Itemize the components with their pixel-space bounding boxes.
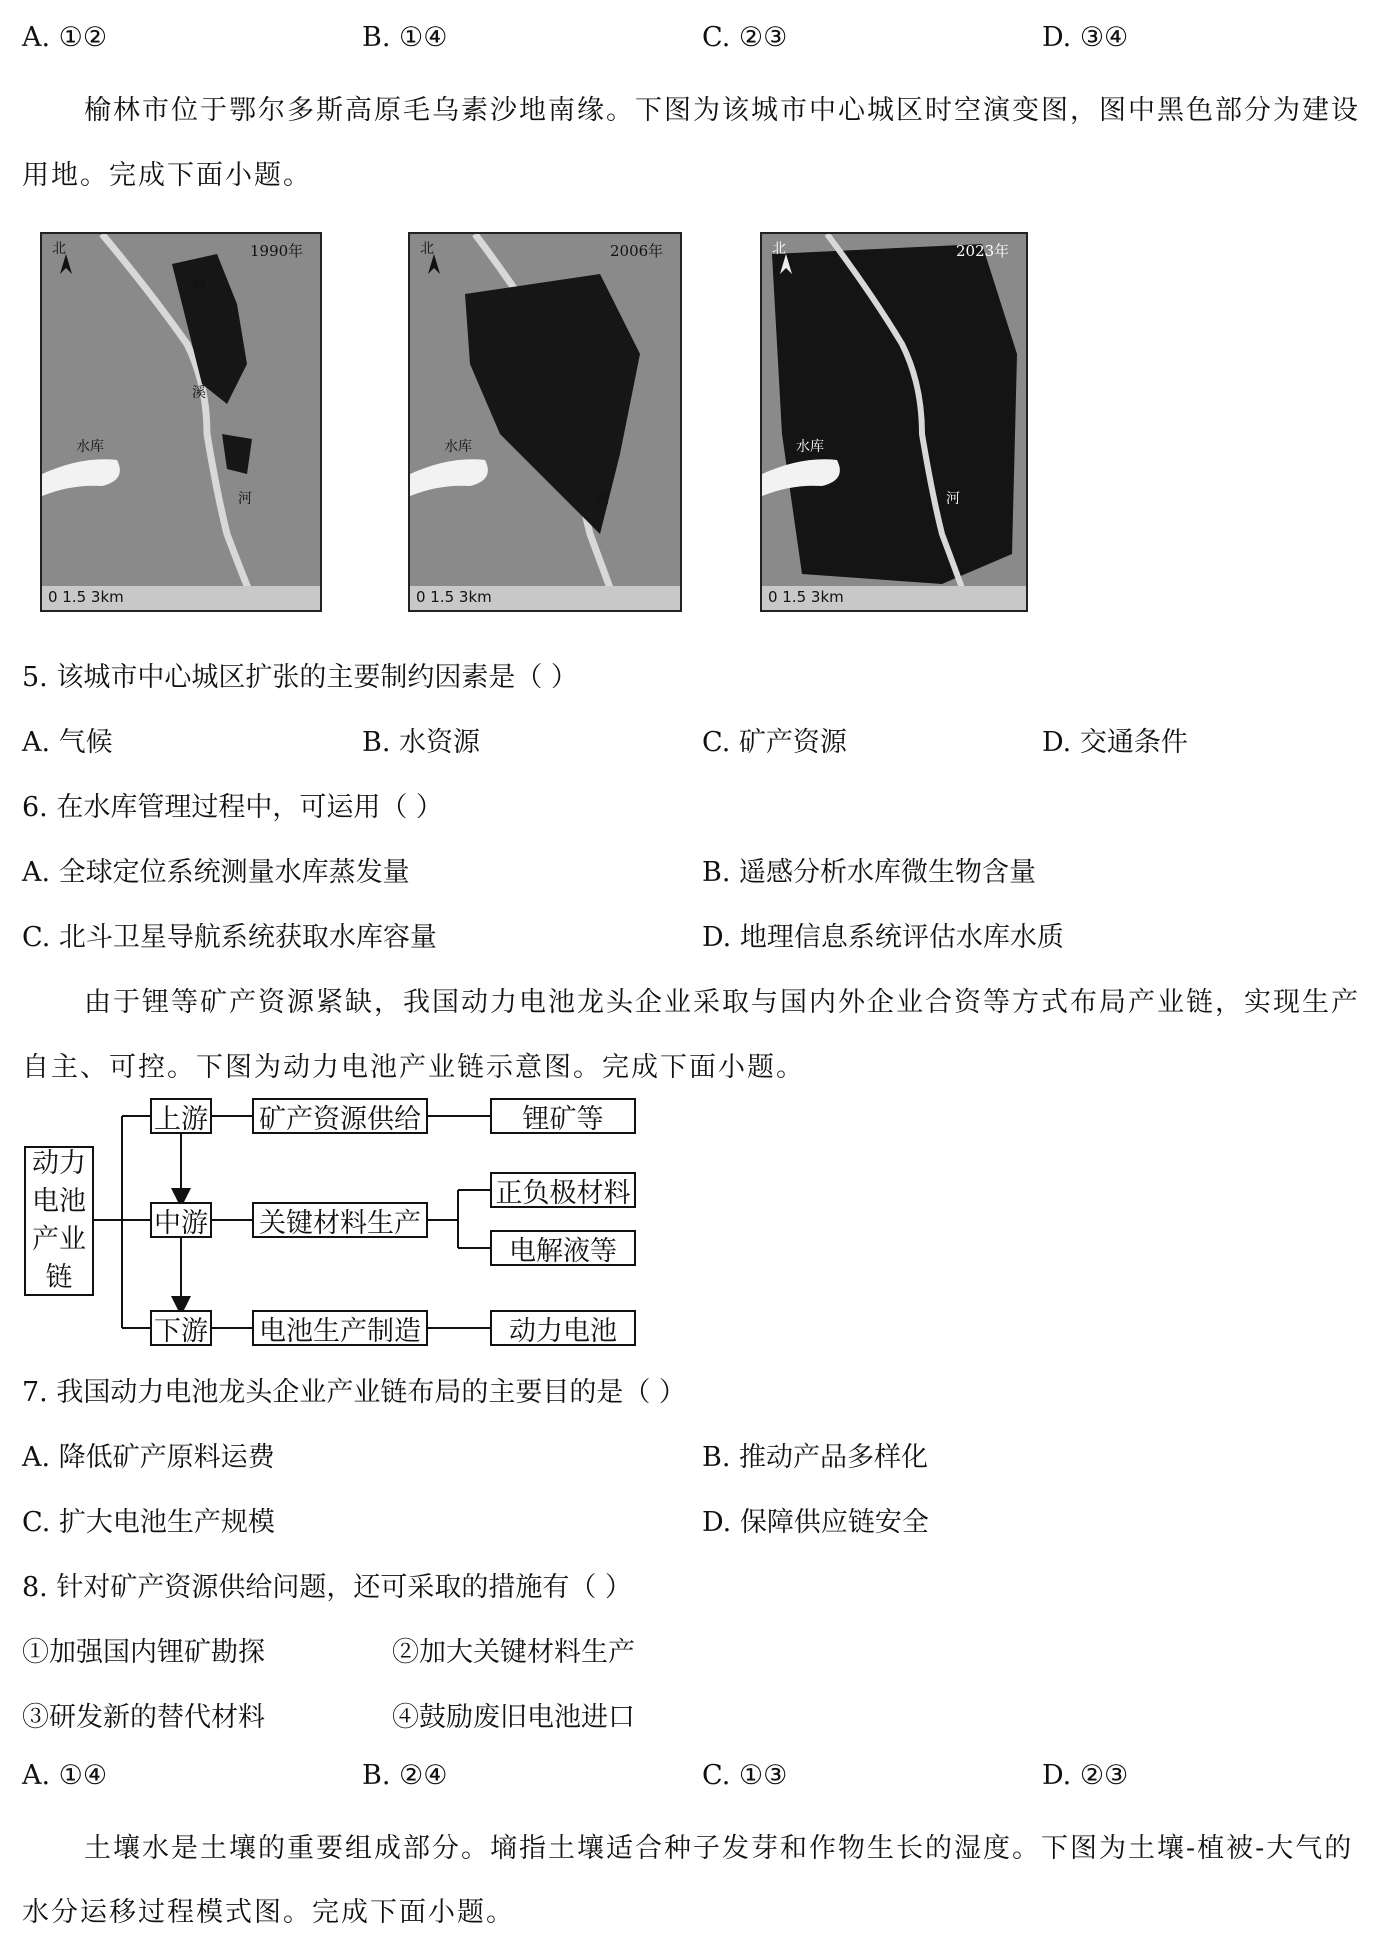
intro2-line1: 由于锂等矿产资源紧缺，我国动力电池龙头企业采取与国内外企业合资等方式布局产业链，实现生产 [84, 987, 1360, 1018]
prev-option-c: C. ②③ [702, 22, 788, 53]
intro3-line1: 土壤水是土壤的重要组成部分。墒指土壤适合种子发芽和作物生长的湿度。下图为土壤-植被-大气的 [84, 1833, 1354, 1864]
flow-output-lithium: 锂矿等 [490, 1098, 636, 1134]
q7-option-a: A. 降低矿产原料运费 [22, 1442, 275, 1473]
prev-option-a: A. ①② [22, 22, 108, 53]
flow-stage-upstream: 上游 [150, 1098, 212, 1134]
q5-option-d: D. 交通条件 [1042, 727, 1188, 758]
map-year-label: 2023年 [956, 242, 1010, 260]
scale-bar: 0 1.5 3km [416, 588, 492, 606]
q6-stem: 6. 在水库管理过程中，可运用（ ） [22, 792, 443, 823]
q6-option-a: A. 全球定位系统测量水库蒸发量 [22, 857, 410, 888]
river-label: 河 [238, 491, 252, 507]
q5-option-a: A. 气候 [22, 727, 113, 758]
flow-root: 动力电池产业链 [24, 1146, 94, 1296]
intro2-line2: 自主、可控。下图为动力电池产业链示意图。完成下面小题。 [22, 1052, 805, 1083]
flow-stage-midstream: 中游 [150, 1202, 212, 1238]
q8-option-a: A. ①④ [22, 1760, 108, 1791]
reservoir-label: 水库 [444, 439, 472, 455]
river-label: 榆 [192, 277, 206, 293]
q6-option-c: C. 北斗卫星导航系统获取水库容量 [22, 922, 437, 953]
q8-option-b: B. ②④ [362, 1760, 448, 1791]
reservoir-label: 水库 [76, 439, 104, 455]
q7-option-b: B. 推动产品多样化 [702, 1442, 929, 1473]
q7-option-c: C. 扩大电池生产规模 [22, 1507, 275, 1538]
q8-item-1: ①加强国内锂矿勘探 [22, 1637, 265, 1668]
intro1-line2: 用地。完成下面小题。 [22, 160, 312, 191]
river-label: 河 [596, 491, 610, 507]
intro3-line2: 水分运移过程模式图。完成下面小题。 [22, 1897, 515, 1928]
river-label: 溪 [192, 385, 206, 401]
q8-item-3: ③研发新的替代材料 [22, 1702, 265, 1733]
flow-step-materials: 关键材料生产 [252, 1202, 428, 1238]
flow-stage-downstream: 下游 [150, 1310, 212, 1346]
flow-step-manufacturing: 电池生产制造 [252, 1310, 428, 1346]
river-label: 河 [946, 491, 960, 507]
flow-output-battery: 动力电池 [490, 1310, 636, 1346]
q6-option-b: B. 遥感分析水库微生物含量 [702, 857, 1037, 888]
reservoir-label: 水库 [796, 439, 824, 455]
scale-bar: 0 1.5 3km [768, 588, 844, 606]
q8-option-d: D. ②③ [1042, 1760, 1129, 1791]
q8-stem: 8. 针对矿产资源供给问题，还可采取的措施有（ ） [22, 1572, 632, 1603]
flow-output-electrode: 正负极材料 [490, 1172, 636, 1208]
q8-item-2: ②加大关键材料生产 [392, 1637, 635, 1668]
intro1-line1: 榆林市位于鄂尔多斯高原毛乌素沙地南缘。下图为该城市中心城区时空演变图，图中黑色部分为建设 [84, 95, 1360, 126]
prev-option-d: D. ③④ [1042, 22, 1129, 53]
map-year-label: 1990年 [250, 242, 304, 260]
q6-option-d: D. 地理信息系统评估水库水质 [702, 922, 1064, 953]
north-label: 北 [772, 241, 786, 257]
q8-option-c: C. ①③ [702, 1760, 788, 1791]
q8-item-4: ④鼓励废旧电池进口 [392, 1702, 635, 1733]
scale-bar: 0 1.5 3km [48, 588, 124, 606]
q7-option-d: D. 保障供应链安全 [702, 1507, 929, 1538]
flow-output-electrolyte: 电解液等 [490, 1230, 636, 1266]
map-year-label: 2006年 [610, 242, 664, 260]
north-label: 北 [420, 241, 434, 257]
q5-option-b: B. 水资源 [362, 727, 481, 758]
north-label: 北 [52, 241, 66, 257]
prev-option-b: B. ①④ [362, 22, 448, 53]
flow-step-supply: 矿产资源供给 [252, 1098, 428, 1134]
q5-option-c: C. 矿产资源 [702, 727, 847, 758]
q7-stem: 7. 我国动力电池龙头企业产业链布局的主要目的是（ ） [22, 1377, 686, 1408]
q5-stem: 5. 该城市中心城区扩张的主要制约因素是（ ） [22, 662, 578, 693]
